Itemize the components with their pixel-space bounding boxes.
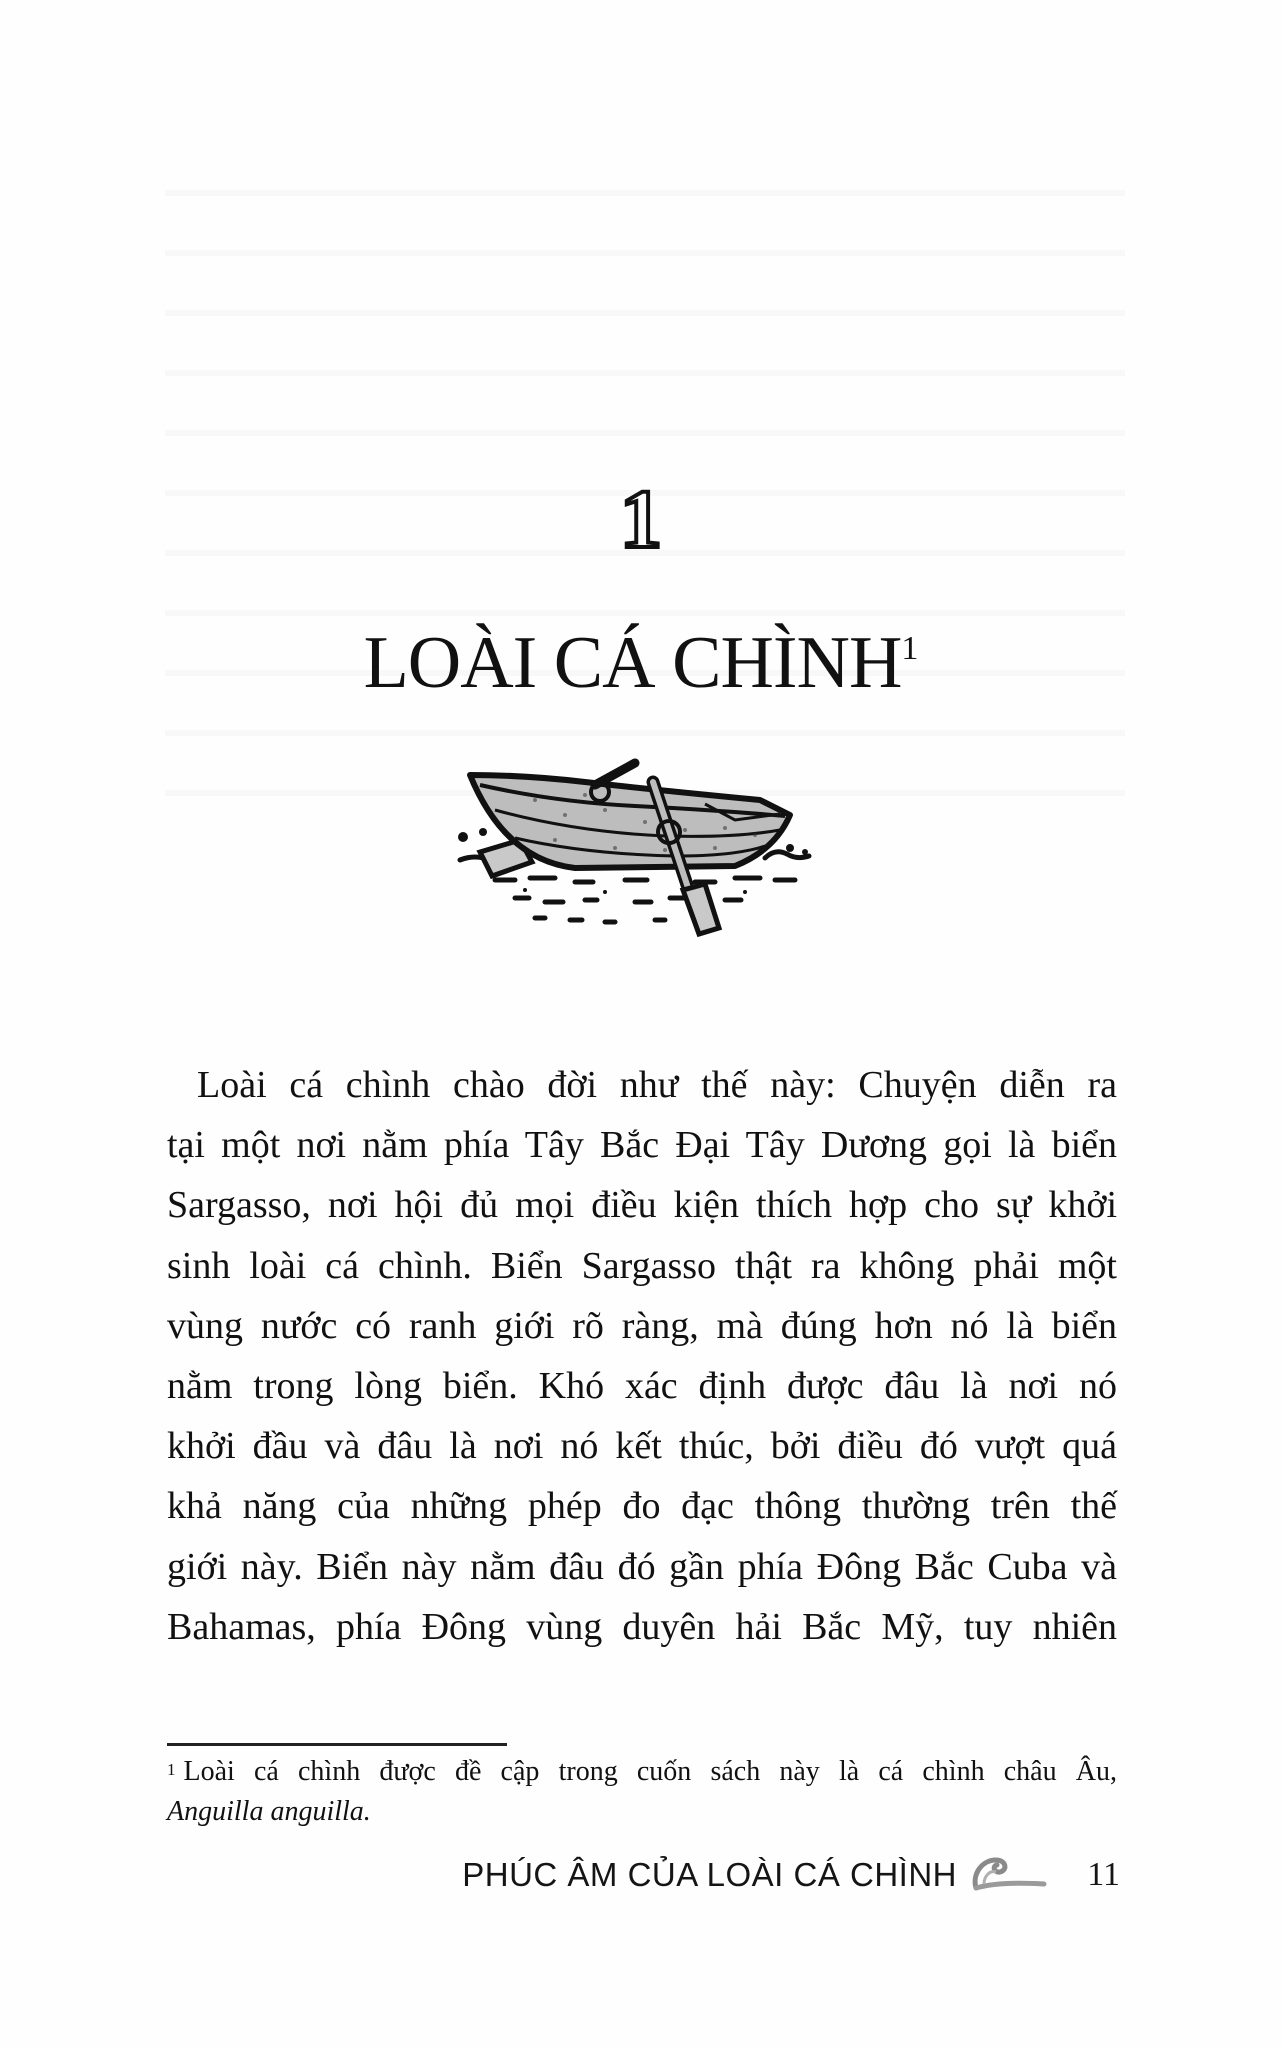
chapter-number: 1: [620, 473, 662, 566]
body-line: Sargasso, nơi hội đủ mọi điều kiện thích hợp cho sự khởi: [167, 1184, 1117, 1227]
body-line: vùng nước có ranh giới rõ ràng, mà đúng hơn nó là biển: [167, 1304, 1117, 1347]
body-line: khởi đầu và đâu là nơi nó kết thúc, bởi điều đó vượt quá: [167, 1425, 1117, 1468]
footnote-text: Loài cá chình được đề cập trong cuốn sách này là cá chình châu Âu,: [183, 1756, 1117, 1787]
wave-swirl-icon: [970, 1854, 1050, 1894]
rowboat-illustration-icon: [435, 740, 825, 940]
body-line: sinh loài cá chình. Biển Sargasso thật ra không phải một: [167, 1244, 1117, 1287]
chapter-title-text: LOÀI CÁ CHÌNH: [363, 622, 902, 704]
body-line: nằm trong lòng biển. Khó xác định được đâu là nơi nó: [167, 1365, 1117, 1408]
chapter-title: [0, 622, 1282, 704]
footnote: [167, 1752, 1117, 1832]
running-book-title: PHÚC ÂM CỦA LOÀI CÁ CHÌNH: [462, 1856, 957, 1893]
body-line: Bahamas, phía Đông vùng duyên hải Bắc Mỹ, tuy nhiên: [167, 1605, 1117, 1648]
footnote-reference[interactable]: 1: [901, 630, 919, 667]
body-line: tại một nơi nằm phía Tây Bắc Đại Tây Dương gọi là biển: [167, 1124, 1117, 1167]
body-line: giới này. Biển này nằm đâu đó gần phía Đông Bắc Cuba và: [167, 1545, 1117, 1588]
page-number: 11: [1087, 1856, 1120, 1893]
footnote-line-2-italic: Anguilla anguilla.: [167, 1796, 371, 1827]
footnote-line-1: [167, 1752, 1117, 1792]
body-paragraph: [167, 1055, 1117, 1657]
body-line: khả năng của những phép đo đạc thông thường trên thế: [167, 1485, 1117, 1528]
footnote-divider: [167, 1743, 507, 1746]
running-footer: [400, 1854, 1120, 1904]
body-line: Loài cá chình chào đời như thế này: Chuyện diễn ra: [197, 1064, 1117, 1106]
footnote-mark: 1: [167, 1760, 176, 1779]
